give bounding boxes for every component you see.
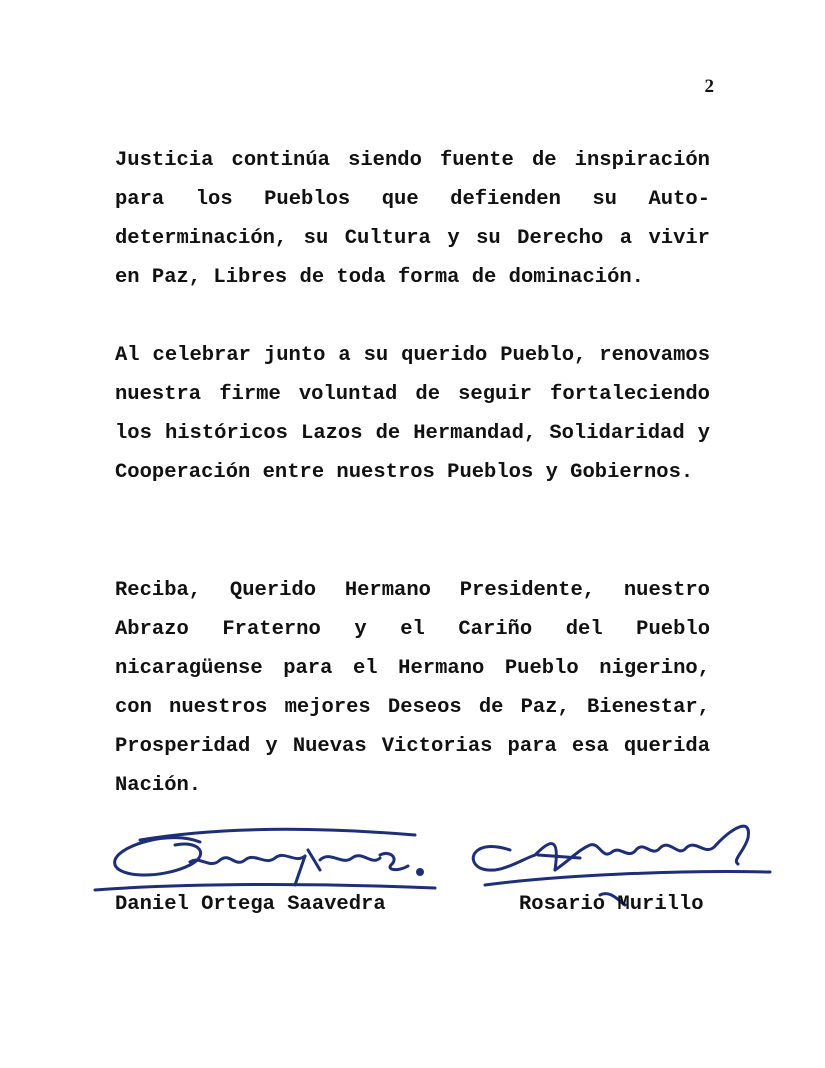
paragraph-justicia: Justicia continúa siendo fuente de inspiración para los Pueblos que defienden su Auto-determinación, su Cultura y su Derecho a vivir en Paz, Libres de toda forma de dominación. (115, 149, 710, 289)
paragraph-celebrar: Al celebrar junto a su querido Pueblo, renovamos nuestra firme voluntad de seguir fortaleciendo los históricos Lazos de Hermandad, Solidaridad y Cooperación entre nuestros Pueblos y Gobiernos. (115, 344, 710, 484)
signature-daniel-ortega (95, 829, 435, 890)
signatory-name: Daniel Ortega Saavedra (115, 893, 386, 916)
signatory-name: Rosario Murillo (519, 893, 704, 916)
paragraph-reciba: Reciba, Querido Hermano Presidente, nuestro Abrazo Fraterno y el Cariño del Pueblo nicaragüense para el Hermano Pueblo nigerino, con nuestros mejores Deseos de Paz, Bienestar, Prosperidad y Nuevas Victorias para esa querida Nación. (115, 579, 710, 797)
page-number: 2 (704, 76, 714, 97)
